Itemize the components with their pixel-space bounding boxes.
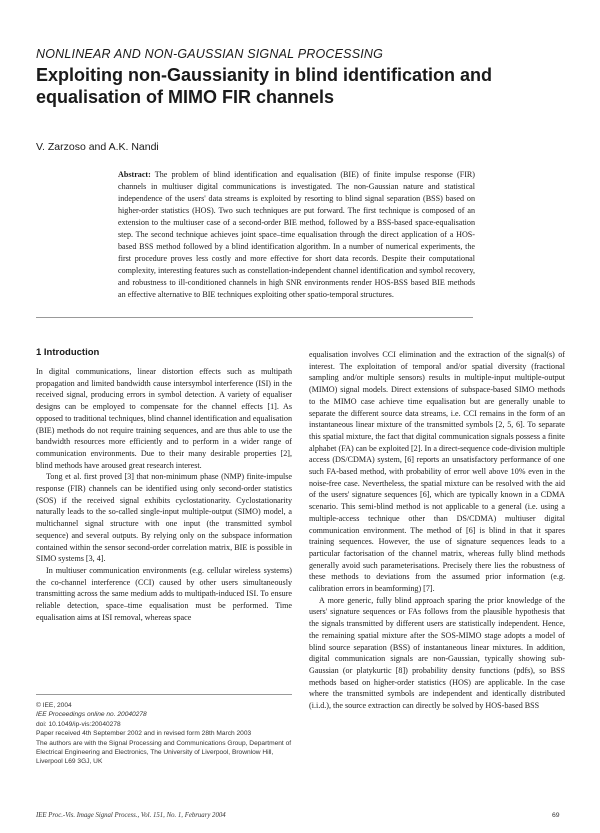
copyright: © IEE, 2004 bbox=[36, 702, 72, 709]
footnote-divider bbox=[36, 694, 292, 695]
paragraph: equalisation involves CCI elimination and the extraction of the signal(s) of interest. The exploitation of temporal and/or spatial diversity (fractional sampling and/or multiple sensors) results in multiple-input multiple-output (MIMO) signal models. Direct extensions of subspace-based SIMO methods to the MIMO case achieve time equalisation but are generally unable to separate the different source data streams, i.e. CCI remains in the form of an instantaneous linear mixture of the transmitted symbols [2, 5, 6]. To separate this spatial mixture, the fact that digital communication signals possess a finite alphabet (FA) can be exploited [2]. In a direct-sequence code-division multiple access (DS/CDMA) system, [6] reports an unsatisfactory performance of one such FA-based method, with probability of error well above 10% even in the noise-free case. Nevertheless, the spatial mixture can be resolved with the aid of the users' signature sequences [6], which are typically known in a CDMA scenario. This semi-blind method is not applicable to a general (i.e. using a multiple-access technique other than DS/CDMA) multiuser digital communication environment. The method of [6] is blind in that it spares training sequences. However, the use of signature sequences leads to a particular factorisation of the channel matrix, whereas fully blind methods generally avoid such parameterisations. Precisely there lies the robustness of these methods to deviations from the assumed prior information (e.g. calibration errors in beamforming) [7]. bbox=[309, 350, 565, 594]
section-label: NONLINEAR AND NON-GAUSSIAN SIGNAL PROCESSING bbox=[36, 47, 384, 61]
proceedings-number: IEE Proceedings online no. 20040278 bbox=[36, 711, 147, 719]
abstract-divider bbox=[36, 317, 473, 318]
paragraph: In digital communications, linear distortion effects such as multipath propagation and limited bandwidth cause intersymbol interference (ISI) in the received signal, producing errors in symbol detection. A variety of equaliser designs can be employed to compensate for the channel effects [1]. As opposed to traditional techniques, blind channel identification and equalisation (BIE) methods do not require training sequences, and are thus able to use the bandwidth resources more efficiently and to perform in a wider range of communication environments. Due to their many desirable properties [2], blind methods have aroused great research interest. bbox=[36, 367, 292, 470]
section-heading: 1 Introduction bbox=[36, 347, 100, 358]
paper-title bbox=[36, 64, 576, 108]
right-column bbox=[309, 349, 565, 712]
paragraph: A more generic, fully blind approach sparing the prior knowledge of the users' signature sequences or FAs follows from the plausible hypothesis that the signals transmitted by different users are statistically independent. Hence, the remaining spatial mixture after the SOS-MIMO stage adopts a model of blind source separation (BSS) of instantaneous linear mixtures. In addition, digital communication signals are non-Gaussian, typically showing sub-Gaussian (or platykurtic [8]) probability density functions (pdfs), so BSS methods based on higher-order statistics (HOS) are applicable. In the case where the transmitted symbols are independent and identically distributed (i.i.d.), the source extraction can directly be solved by HOS-based BSS bbox=[309, 595, 565, 711]
footnotes bbox=[36, 701, 292, 767]
paragraph: In multiuser communication environments (e.g. cellular wireless systems) the co-channel interference (CCI) caused by other users simultaneously transmitting across the same medium adds to multipath-induced ISI. To ensure reliable detection, space–time equalisation must be performed. Time equalisation aims at ISI removal, whereas space bbox=[36, 565, 292, 622]
title-line-2: equalisation of MIMO FIR channels bbox=[36, 87, 335, 107]
page-number: 69 bbox=[552, 812, 560, 819]
abstract-text: The problem of blind identification and equalisation (BIE) of finite impulse response (FIR) channels in multiuser digital communications is investigated. The non-Gaussian nature and statistical independence of the users' data streams is exploited by resorting to blind signal separation (BSS) based on higher-order statistics (HOS). Two such techniques are put forward. The first technique is composed of an extension to the multiuser case of a second-order BIE method, followed by a BSS-based space-equalisation step. The second technique achieves joint space–time equalisation through the direct application of a HOS-based BSS method followed by a blind identification algorithm. In a number of numerical experiments, the first procedure proves less costly and more effective for short data records. Despite their computational complexity, interesting features such as constellation-independent channel identification and symbol recovery, and robustness to ill-conditioned channels in high SNR environments render HOS-BSS based BIE methods an effective alternative to BIE techniques exploiting other spatio-temporal structures. bbox=[118, 170, 475, 299]
authors: V. Zarzoso and A.K. Nandi bbox=[36, 141, 159, 153]
paragraph: Tong et al. first proved [3] that non-minimum phase (NMP) finite-impulse response (FIR) channels can be identified using only second-order statistics (SOS) if the received signal exhibits cyclostationarity. Cyclostationarity naturally leads to the so-called single-input multiple-output (SIMO) model, a multichannel signal structure with one input (the transmitted symbol sequence) and several outputs. By relying only on the subspace information contained within the sensor second-order correlation matrix, BIE is possible in SIMO systems [3, 4]. bbox=[36, 472, 292, 564]
left-column bbox=[36, 366, 292, 623]
affiliation: The authors are with the Signal Processing and Communications Group, Department of Electrical Engineering and Electronics, The University of Liverpool, Brownlow Hill, Liverpool L69 3GJ, UK bbox=[36, 739, 292, 766]
title-line-1: Exploiting non-Gaussianity in blind identification and bbox=[36, 65, 493, 85]
journal-footer: IEE Proc.-Vis. Image Signal Process., Vol. 151, No. 1, February 2004 bbox=[36, 812, 226, 819]
received-date: Paper received 4th September 2002 and in revised form 28th March 2003 bbox=[36, 730, 252, 738]
abstract bbox=[118, 169, 475, 301]
doi: doi: 10.1049/ip-vis:20040278 bbox=[36, 720, 121, 728]
abstract-label: Abstract: bbox=[118, 170, 151, 179]
